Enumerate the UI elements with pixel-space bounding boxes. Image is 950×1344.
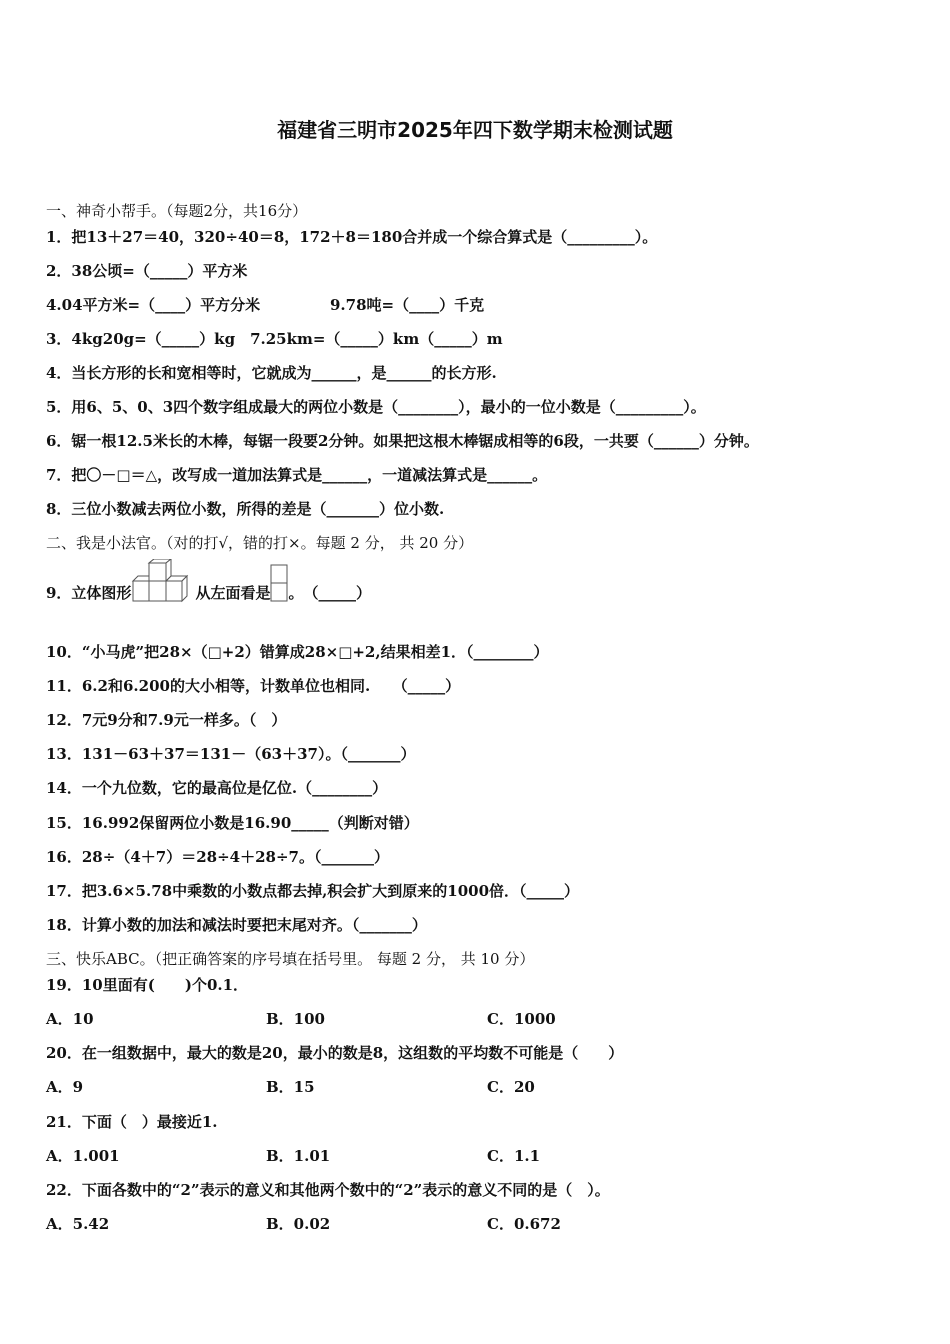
option-c: C．0.672 (487, 1215, 561, 1233)
question-9-suffix: 。 （_____） (288, 584, 371, 602)
question-9-prefix: 9．立体图形 (46, 584, 132, 602)
question-11: 11．6.2和6.200的大小相等，计数单位也相同. （_____） (46, 677, 461, 695)
option-c: C．20 (487, 1078, 535, 1096)
question-8: 8．三位小数减去两位小数，所得的差是（_______）位小数. (46, 500, 445, 518)
question-5: 5．用6、5、0、3四个数字组成最大的两位小数是（________），最小的一位小数是（_________）。 (46, 398, 706, 416)
question-18: 18．计算小数的加法和减法时要把末尾对齐。（_______） (46, 916, 427, 934)
option-b: B．0.02 (266, 1215, 331, 1233)
question-15: 15．16.992保留两位小数是16.90_____（判断对错） (46, 814, 419, 832)
option-a: A．5.42 (46, 1215, 110, 1233)
question-2-part-b: 9.78吨=（____）千克 (330, 296, 485, 314)
question-14: 14．一个九位数，它的最高位是亿位.（________） (46, 779, 388, 797)
section-2-heading: 二、我是小法官。（对的打√，错的打×。每题 2 分， 共 20 分） (46, 534, 474, 552)
question-2-part-a: 4.04平方米=（____）平方分米 (46, 296, 261, 314)
question-20: 20．在一组数据中，最大的数是20，最小的数是8，这组数的平均数不可能是（ ） (46, 1044, 624, 1062)
option-c: C．1.1 (487, 1147, 541, 1165)
left-view-figure (270, 564, 288, 602)
section-1-heading: 一、神奇小帮手。（每题2分，共16分） (46, 202, 308, 220)
cube-solid-figure (131, 559, 195, 603)
question-9 (46, 583, 371, 603)
question-4: 4．当长方形的长和宽相等时，它就成为______，是______的长方形. (46, 364, 497, 382)
option-b: B．100 (266, 1010, 325, 1028)
option-b: B．15 (266, 1078, 315, 1096)
question-3: 3．4kg20g=（_____）kg 7.25km=（_____）km（_____）m (46, 330, 503, 348)
question-19: 19．10里面有( )个0.1． (46, 976, 249, 994)
question-13: 13．131－63＋37＝131－（63＋37）。（_______） (46, 745, 416, 763)
option-b: B．1.01 (266, 1147, 331, 1165)
question-6: 6．锯一根12.5米长的木棒，每锯一段要2分钟。如果把这根木棒锯成相等的6段，一共要（______）分钟。 (46, 432, 759, 450)
question-12: 12．7元9分和7.9元一样多。（ ） (46, 711, 287, 729)
option-c: C．1000 (487, 1010, 556, 1028)
question-9-middle: 从左面看是 (195, 584, 271, 602)
question-22: 22．下面各数中的“2”表示的意义和其他两个数中的“2”表示的意义不同的是（ ）。 (46, 1181, 610, 1199)
question-2: 2．38公顷=（_____）平方米 (46, 262, 248, 280)
option-a: A．10 (46, 1010, 94, 1028)
question-21: 21．下面（ ）最接近1. (46, 1113, 218, 1131)
question-16: 16．28÷（4＋7）＝28÷4＋28÷7。（_______） (46, 848, 389, 866)
option-a: A．9 (46, 1078, 84, 1096)
question-17: 17．把3.6×5.78中乘数的小数点都去掉,积会扩大到原来的1000倍．（_____） (46, 882, 580, 900)
question-1: 1．把13＋27＝40，320÷40＝8，172＋8＝180合并成一个综合算式是（_________）。 (46, 228, 658, 246)
section-3-heading: 三、快乐ABC。（把正确答案的序号填在括号里。 每题 2 分， 共 10 分） (46, 950, 535, 968)
question-10: 10．“小马虎”把28×（□+2）错算成28×□+2,结果相差1．（________） (46, 643, 549, 661)
page-title: 福建省三明市2025年四下数学期末检测试题 (277, 118, 673, 142)
question-7: 7．把〇－□＝△，改写成一道加法算式是______，一道减法算式是______。 (46, 466, 548, 484)
option-a: A．1.001 (46, 1147, 120, 1165)
